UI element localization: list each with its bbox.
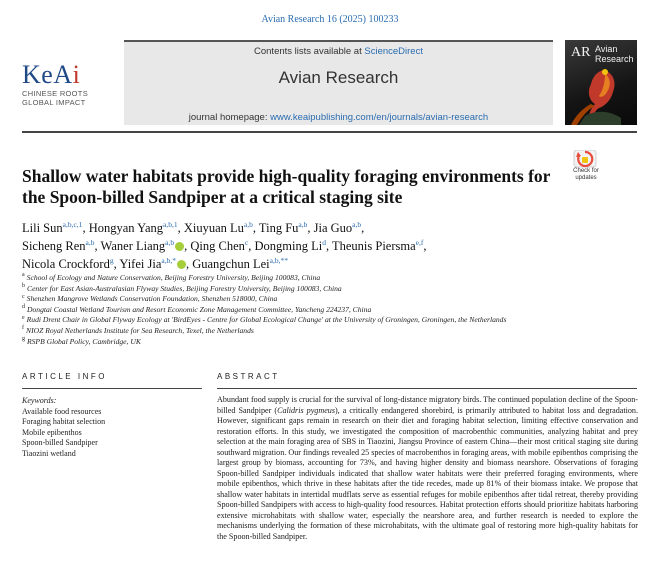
keywords-title: Keywords: [22, 396, 57, 405]
header-divider [22, 131, 637, 133]
author-name[interactable]: Guangchun Lei [192, 257, 270, 271]
cover-bird-illustration [565, 60, 637, 125]
abstract-heading: ABSTRACT [217, 372, 280, 381]
affiliation-text: RSPB Global Policy, Cambridge, UK [27, 336, 141, 346]
author-separator: , [177, 221, 184, 235]
author-separator: , [325, 239, 332, 253]
keywords-list [22, 407, 202, 460]
author-name[interactable]: Nicola Crockford [22, 257, 110, 271]
author-separator: , [252, 221, 259, 235]
author-name[interactable]: Sicheng Ren [22, 239, 86, 253]
affiliation-text: Shenzhen Mangrove Wetlands Conservation Foundation, Shenzhen 518000, China [26, 294, 278, 304]
affiliation-item [22, 284, 637, 295]
author-separator: , [185, 257, 193, 271]
contents-line: Contents lists available at ScienceDirect [254, 46, 423, 57]
orcid-icon[interactable] [177, 260, 186, 269]
affiliation-text: Center for East Asian-Australasian Flyway Studies, Beijing Forestry University, Beijing 100083, China [27, 283, 342, 293]
journal-reference[interactable]: Avian Research 16 (2025) 100233 [261, 14, 399, 25]
keyword-item: Mobile epibenthos [22, 427, 82, 437]
author-affiliation-marker[interactable]: e,f [415, 237, 424, 247]
affiliation-text: School of Ecology and Nature Conservation, Beijing Forestry University, Beijing 100083, China [26, 273, 321, 282]
sciencedirect-link[interactable]: ScienceDirect [364, 46, 423, 57]
author-name[interactable]: Qing Chen [190, 239, 245, 253]
author-name[interactable]: Yifei Jia [119, 257, 162, 271]
affiliation-item [22, 326, 637, 337]
journal-homepage-link[interactable]: www.keaipublishing.com/en/journals/avian-research [270, 112, 489, 123]
journal-header [124, 40, 553, 125]
article-title: Shallow water habitats provide high-quality foraging environments for the Spoon-billed Sandpiper at a critical staging site [22, 166, 551, 207]
affiliation-item [22, 294, 637, 305]
author-affiliation-marker[interactable]: a,b [85, 237, 95, 247]
affiliation-key: e [22, 314, 25, 321]
author-affiliation-marker[interactable]: a,b [298, 219, 308, 229]
affiliation-list [22, 273, 637, 347]
keyword-item: Foraging habitat selection [22, 417, 106, 427]
journal-homepage-line: journal homepage: www.keaipublishing.com/en/journals/avian-research [188, 112, 489, 123]
author-name[interactable]: Jia Guo [313, 221, 353, 235]
author-affiliation-marker[interactable]: d [322, 237, 326, 247]
affiliation-key: d [22, 304, 25, 311]
author-name[interactable]: Ting Fu [258, 221, 299, 235]
affiliation-key: b [22, 283, 25, 290]
cover-title: Avian Research [595, 44, 634, 64]
author-separator: , [184, 239, 191, 253]
article-info-divider [22, 388, 202, 389]
affiliation-key: g [22, 336, 25, 343]
author-separator: , [82, 221, 89, 235]
journal-title: Avian Research [278, 68, 399, 87]
affiliation-item [22, 337, 637, 348]
author-list [22, 219, 637, 273]
keyword-item: Spoon-billed Sandpiper [22, 438, 98, 448]
author-affiliation-marker[interactable]: a,b,* [161, 255, 176, 265]
author-separator: , [248, 239, 255, 253]
author-affiliation-marker[interactable]: a,b,c,1 [62, 219, 83, 229]
orcid-icon[interactable] [175, 242, 184, 251]
author-name[interactable]: Xiuyuan Lu [183, 221, 244, 235]
author-separator: , [423, 239, 427, 253]
keai-logo-tagline: CHINESE ROOTS GLOBAL IMPACT [22, 89, 88, 107]
author-separator: , [307, 221, 314, 235]
abstract-text: Abundant food supply is crucial for the survival of long-distance migratory birds. The continued population decline of the Spoon-billed Sandpiper (Calidris pygmeus), a critically endangered shorebird, is primarily attributed to habitat loss and degradation. However, significant gaps remain in research on their diet and foraging habitat selection, limiting effective conservation and restoration efforts. In this study, we investigated the composition of macrobenthic communities, analyzing habitat and prey selection at the main foraging area of SBS in Tiaozini, Jiangsu Province of eastern China—their most critical staging site during southward migration. Our findings revealed 25 species of macrobenthos in foraging areas, with mobile epibenthos comprising the largest group by biomass, accounting for 73%, and having higher density and biomass nearshore. Observations of foraging Spoon-billed Sandpiper individuals indicated that shallow water habitats were their preferred foraging environments, where mobile epibenthos, which thrive in these habitats after the tide recedes, made up 81% of their biomass intake. We propose that shallow water habitats in intertidal mudflats serve as essential refuges for mobile epibenthos after tidal retreat, thereby providing Spoon-billed Sandpipers with access to high-quality food resources. Habitat protection efforts should prioritize habitats harboring extensive microhabitats with shallow water, especially the nearshore area, and further research is needed to explore the mechanisms underlying the formation of these microhabitats, with the ultimate goal of restoring more high-quality habitats for the Spoon-billed Sandpiper. [217, 395, 638, 541]
affiliation-item [22, 315, 637, 326]
author-affiliation-marker[interactable]: a,b [243, 219, 253, 229]
author-name[interactable]: Lili Sun [22, 221, 63, 235]
affiliation-item [22, 273, 637, 284]
author-affiliation-marker[interactable]: a,b,** [269, 255, 288, 265]
author-name[interactable]: Dongming Li [254, 239, 323, 253]
author-separator: , [113, 257, 120, 271]
author-affiliation-marker[interactable]: a,b [165, 237, 175, 247]
affiliation-item [22, 305, 637, 316]
article-info-heading: ARTICLE INFO [22, 372, 107, 381]
affiliation-text: Dongtai Coastal Wetland Tourism and Resort Economic Zone Management Committee, Yancheng 224237, China [27, 304, 372, 314]
author-affiliation-marker[interactable]: a,b,1 [163, 219, 178, 229]
affiliation-text: Rudi Drent Chair in Global Flyway Ecology at 'BirdEyes - Centre for Global Ecological Change' at the University of Groningen, Groningen, the Netherlands [26, 315, 507, 325]
author-name[interactable]: Waner Liang [100, 239, 166, 253]
keai-logo[interactable] [22, 62, 114, 107]
abstract-divider [217, 388, 637, 389]
author-affiliation-marker[interactable]: a,b [352, 219, 362, 229]
cover-ar-letters: AR [571, 45, 591, 60]
author-separator: , [94, 239, 101, 253]
affiliation-key: f [22, 325, 24, 332]
author-separator: , [361, 221, 365, 235]
author-name[interactable]: Theunis Piersma [331, 239, 416, 253]
affiliation-key: c [22, 293, 25, 300]
keai-logo-wordmark: KeAi [22, 60, 81, 89]
author-name[interactable]: Hongyan Yang [88, 221, 163, 235]
keyword-item: Available food resources [22, 406, 102, 416]
species-name: Calidris pygmeus [277, 405, 335, 415]
keywords-block [22, 396, 202, 460]
keyword-item: Tiaozini wetland [22, 448, 76, 458]
journal-cover-image[interactable] [565, 40, 637, 125]
affiliation-key: a [22, 272, 25, 279]
check-for-updates-label[interactable]: Check for updates [573, 168, 599, 181]
author-affiliation-marker[interactable]: c [244, 237, 249, 247]
author-affiliation-marker[interactable]: g [109, 255, 114, 265]
affiliation-text: NIOZ Royal Netherlands Institute for Sea Research, Texel, the Netherlands [26, 325, 254, 335]
